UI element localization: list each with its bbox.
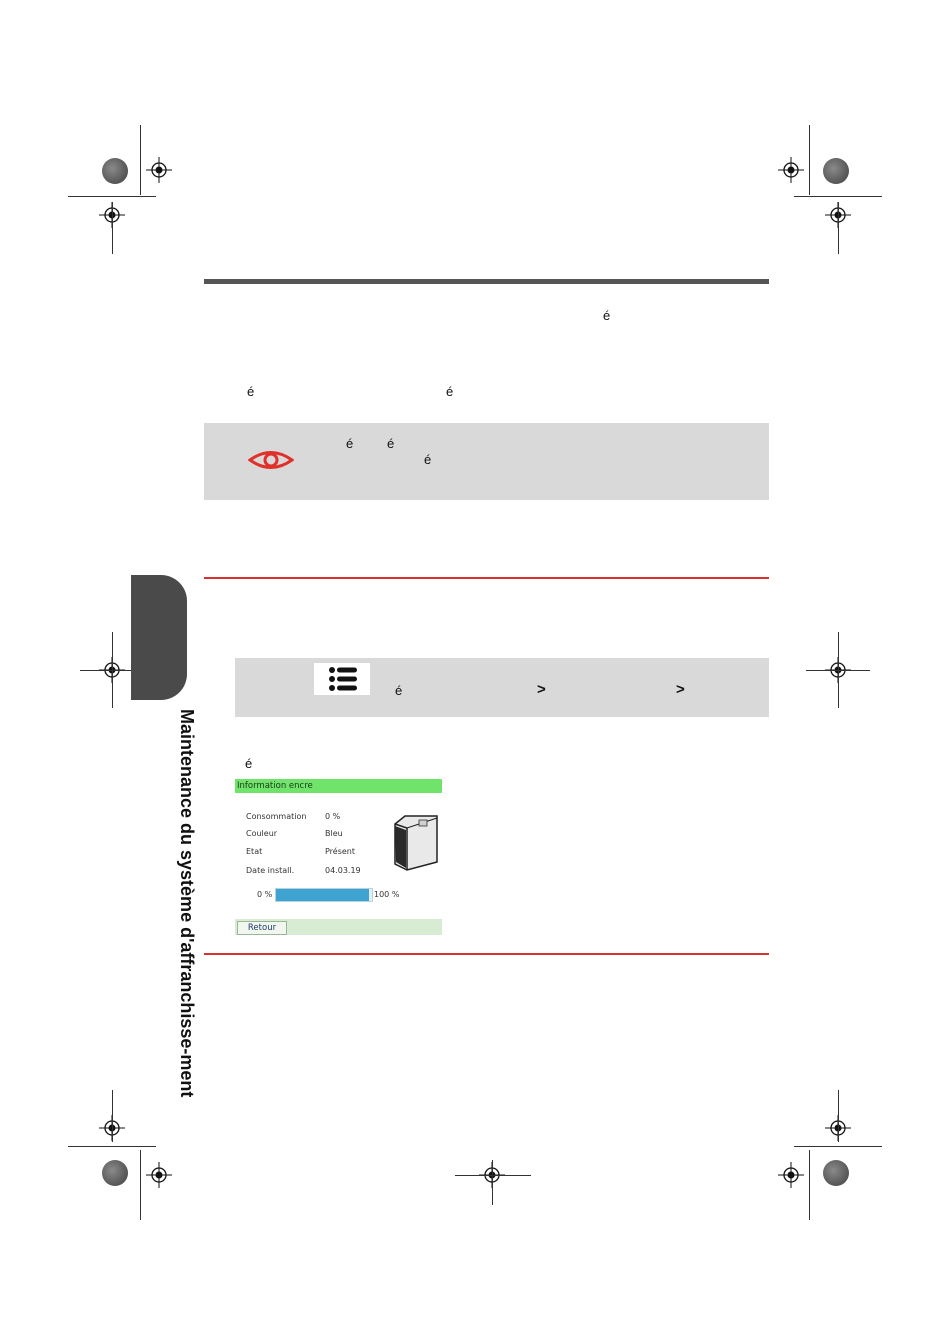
crop-line <box>809 1150 810 1220</box>
registration-target-icon <box>778 1162 804 1188</box>
registration-target-icon <box>146 157 172 183</box>
crop-line <box>140 1150 141 1220</box>
registration-disk-icon <box>823 158 849 184</box>
ink-information-screen <box>235 779 442 935</box>
text-fragment: é <box>245 756 253 771</box>
registration-disk-icon <box>823 1160 849 1186</box>
row-label: Date install. <box>246 866 295 875</box>
row-value: 04.03.19 <box>325 866 361 875</box>
text-fragment: é <box>346 436 354 451</box>
screen-title: Information encre <box>237 781 313 791</box>
chapter-title: Maintenance du système d'affranchisse-ment <box>177 709 197 1098</box>
ink-gauge <box>275 888 373 902</box>
text-fragment: é <box>247 384 255 399</box>
crop-line <box>794 1146 882 1147</box>
crop-line <box>68 1146 156 1147</box>
crop-line <box>68 196 156 197</box>
menu-separator: > <box>676 681 685 698</box>
chapter-tab <box>131 575 187 700</box>
ink-gauge-fill <box>276 889 369 901</box>
row-value: Présent <box>325 847 356 856</box>
gauge-min-label: 0 % <box>257 890 273 899</box>
crop-line <box>806 670 870 671</box>
text-fragment: é <box>603 308 611 323</box>
back-button[interactable]: Retour <box>237 921 287 935</box>
row-label: Consommation <box>246 812 307 821</box>
row-value: 0 % <box>325 812 341 821</box>
crop-line <box>809 125 810 195</box>
section-top-rule <box>204 279 769 284</box>
crop-line <box>794 196 882 197</box>
section-red-rule <box>204 577 769 579</box>
row-label: Couleur <box>246 829 278 838</box>
crop-line <box>492 1160 493 1205</box>
gauge-max-label: 100 % <box>374 890 400 899</box>
registration-disk-icon <box>102 1160 128 1186</box>
menu-separator: > <box>537 681 546 698</box>
section-red-rule <box>204 953 769 955</box>
text-fragment: é <box>446 384 454 399</box>
text-fragment: é <box>395 683 403 698</box>
text-fragment: é <box>387 436 395 451</box>
row-label: Etat <box>246 847 263 856</box>
eye-icon <box>248 449 294 476</box>
registration-disk-icon <box>102 158 128 184</box>
crop-line <box>140 125 141 195</box>
crop-line <box>455 1175 531 1176</box>
crop-line <box>112 1090 113 1142</box>
crop-line <box>112 202 113 254</box>
list-menu-icon <box>314 663 370 695</box>
row-value: Bleu <box>325 829 343 838</box>
crop-line <box>838 202 839 254</box>
ink-cartridge-icon <box>391 814 439 874</box>
crop-line <box>838 1090 839 1142</box>
registration-target-icon <box>146 1162 172 1188</box>
text-fragment: é <box>424 452 432 467</box>
registration-target-icon <box>778 157 804 183</box>
